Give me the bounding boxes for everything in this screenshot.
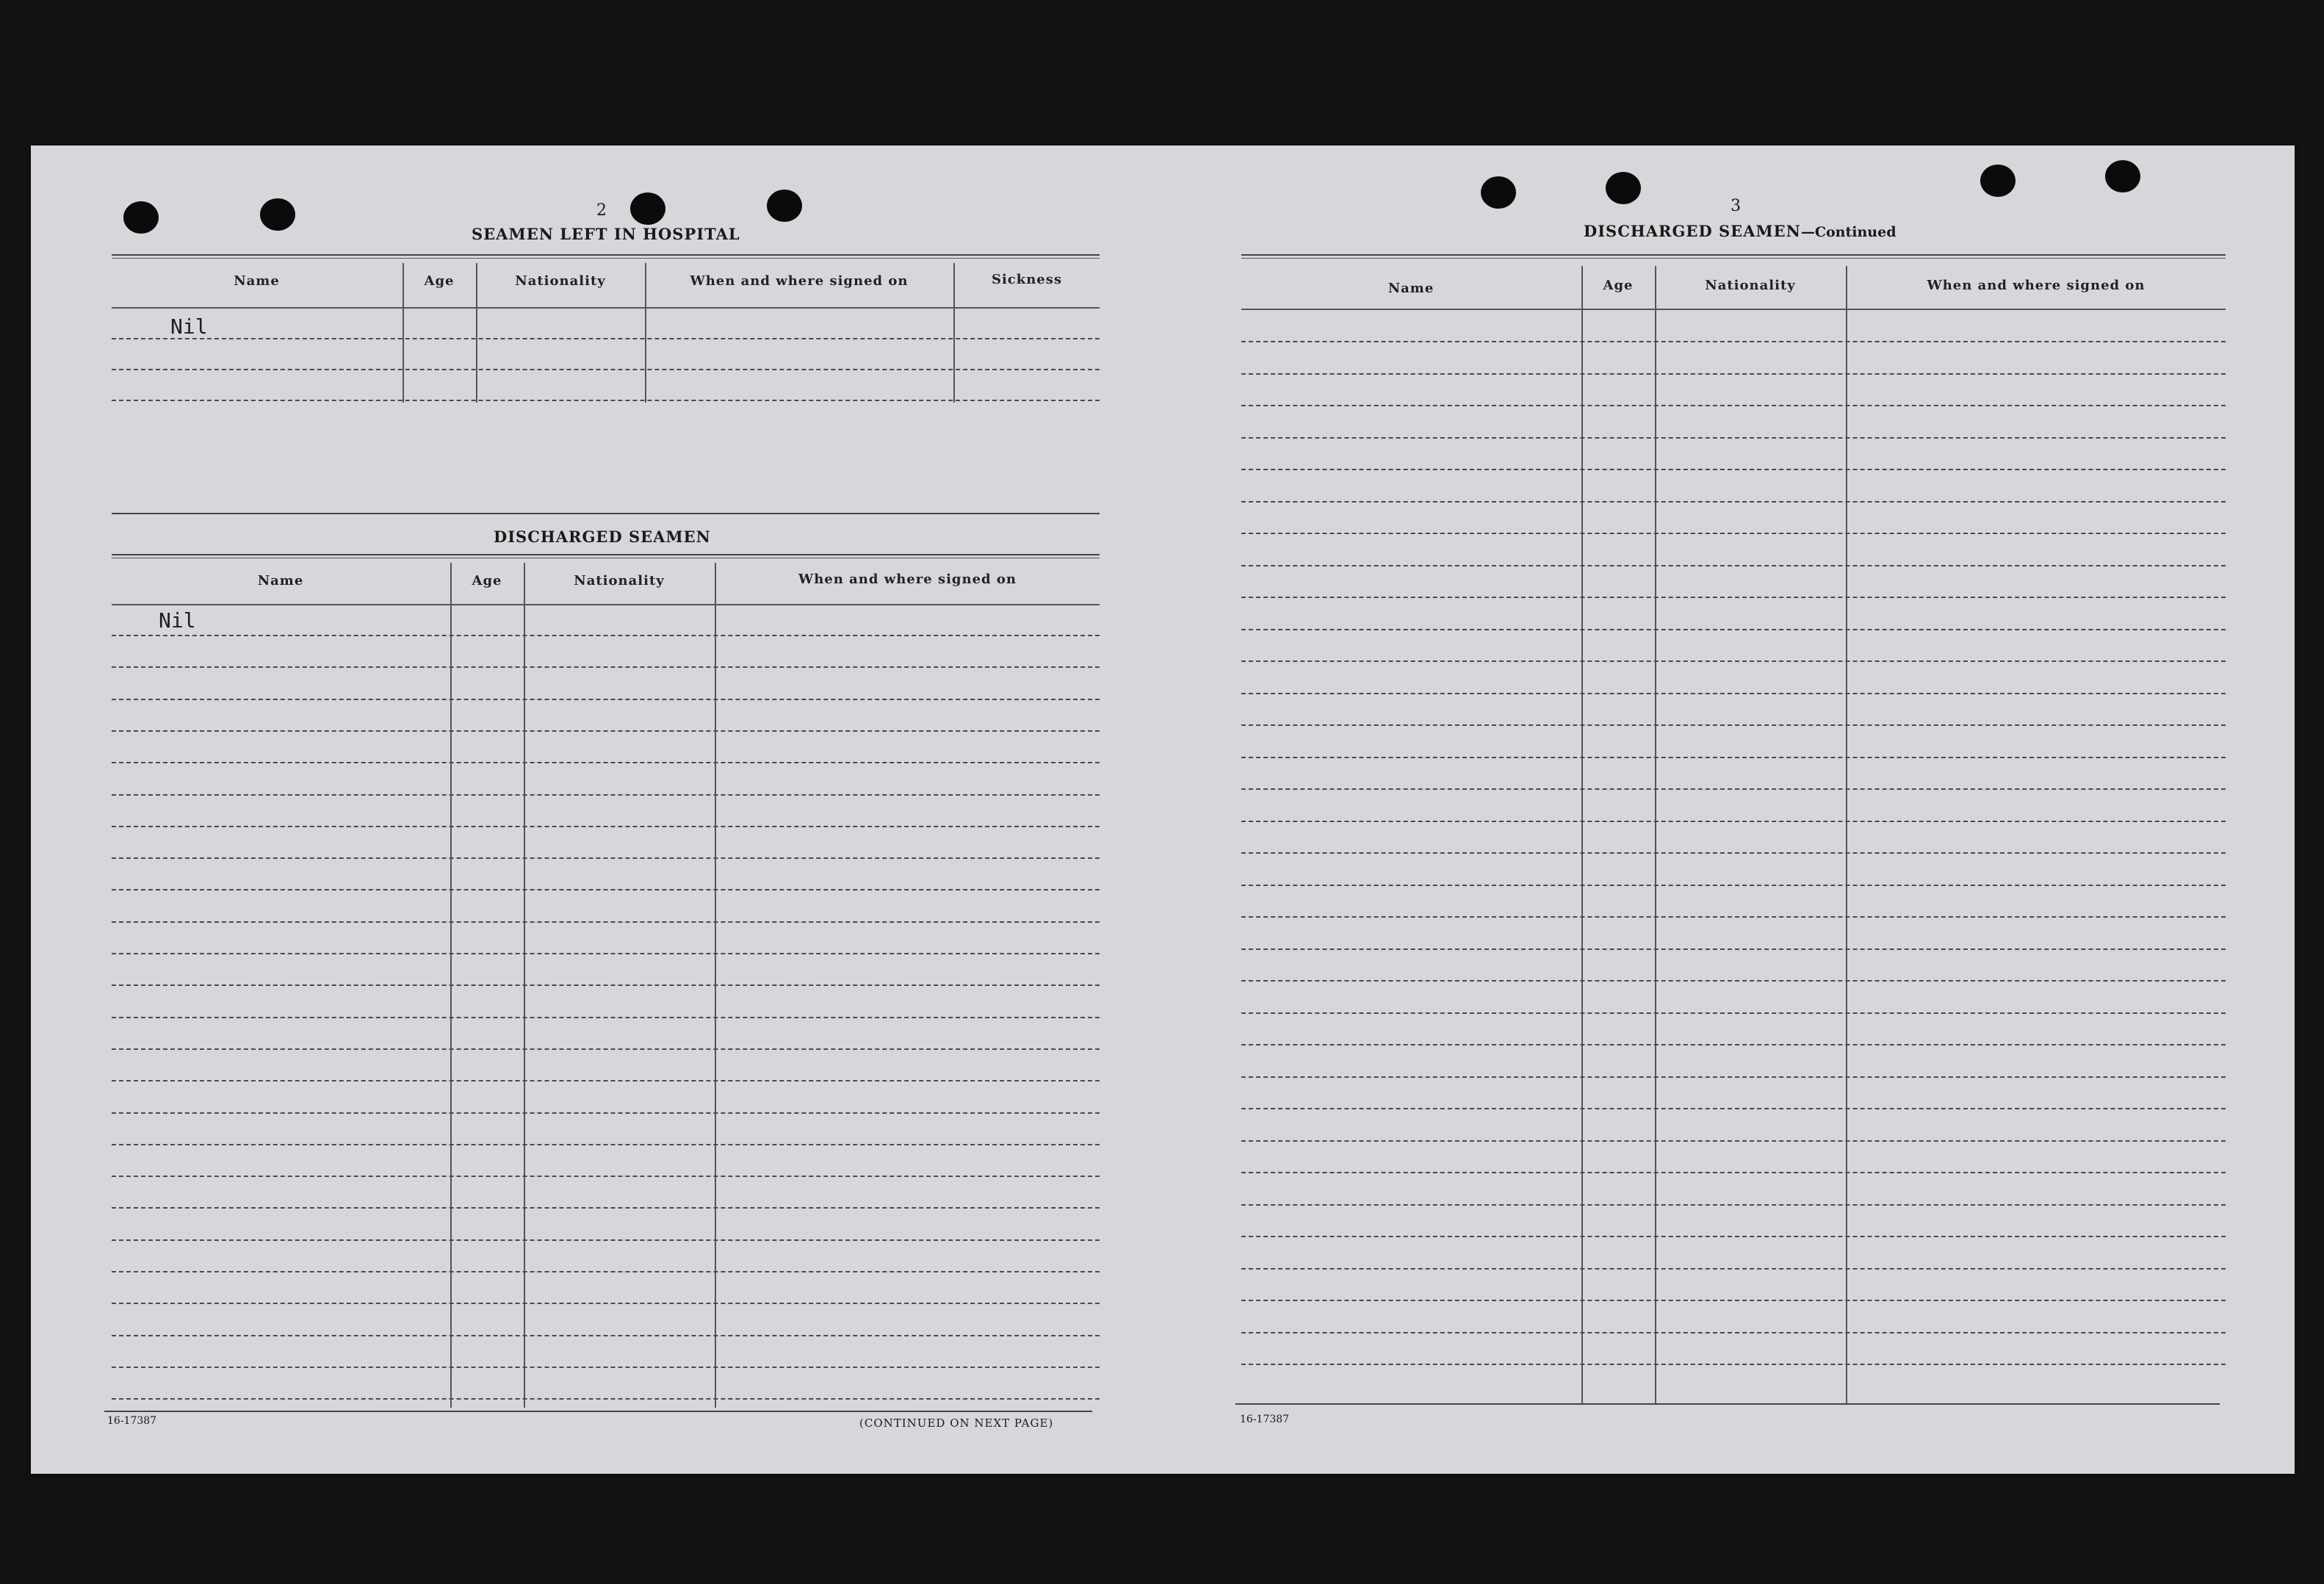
row-line [1241,1364,2226,1365]
row-line [1241,437,2226,439]
manifest-sheet [31,145,2295,1474]
row-line [112,762,1100,763]
row-line [1241,501,2226,503]
row-line [1241,1076,2226,1078]
row-line [1241,821,2226,822]
section-title-discharged: DISCHARGED SEAMEN [494,528,711,546]
column-header-signed-on: When and where signed on [798,572,1017,587]
column-header-sickness: Sickness [991,272,1063,287]
section-title-suffix: —Continued [1800,224,1897,240]
column-header-nationality: Nationality [1705,278,1796,293]
row-line [112,794,1100,796]
row-line [112,1176,1100,1177]
column-header-nationality: Nationality [574,573,665,588]
row-line [1241,373,2226,375]
row-line [1241,469,2226,470]
row-line [1241,629,2226,630]
row-line [112,635,1100,636]
double-rule [112,254,1100,259]
column-header-nationality: Nationality [515,273,606,289]
header-separator [112,307,1100,309]
punch-hole [2105,160,2140,192]
row-line [112,984,1100,986]
row-line [1241,341,2226,342]
row-line [112,1335,1100,1336]
row-line [1241,1172,2226,1173]
row-line [112,1271,1100,1272]
row-line [1241,693,2226,694]
column-divider [403,263,404,403]
row-line [1241,1236,2226,1237]
column-header-age: Age [424,273,455,289]
hospital-table [112,263,1100,403]
row-line [112,1017,1100,1018]
row-line [112,826,1100,827]
discharged-table-left [112,563,1100,1408]
continued-note: (CONTINUED ON NEXT PAGE) [859,1416,1054,1430]
punch-hole [1980,165,2016,197]
column-divider [953,263,955,403]
row-line [1241,1268,2226,1270]
column-header-age: Age [1603,278,1634,293]
row-line [1241,852,2226,854]
double-rule [1241,254,2226,259]
row-line [112,1303,1100,1304]
row-line [1241,788,2226,790]
column-divider [476,263,477,403]
row-line [1241,1108,2226,1109]
column-divider [645,263,646,403]
row-line [1241,533,2226,534]
row-line [1241,1204,2226,1206]
row-line [1241,597,2226,598]
row-line [112,369,1100,370]
row-line [112,921,1100,923]
discharged-table-right [1241,266,2226,1403]
row-line [112,889,1100,890]
table-bottom-rule [104,1411,1092,1412]
row-line [1241,948,2226,950]
column-header-signed-on: When and where signed on [1927,278,2146,293]
header-separator [112,604,1100,605]
row-line [112,666,1100,668]
column-header-signed-on: When and where signed on [690,273,909,289]
double-rule [112,554,1100,558]
row-line [1241,405,2226,406]
section-title-hospital: SEAMEN LEFT IN HOSPITAL [472,225,740,243]
row-line [1241,916,2226,918]
row-line [1241,565,2226,566]
row-line [1241,1012,2226,1014]
row-line [1241,1332,2226,1333]
discharged-entry-name: Nil [159,608,196,633]
row-line [112,1239,1100,1241]
row-line [1241,1300,2226,1301]
row-line [1241,757,2226,758]
punch-hole [1481,176,1516,209]
section-title-discharged-continued [1584,222,1897,240]
table-bottom-rule [112,513,1100,514]
punch-hole [767,190,802,222]
row-line [112,1144,1100,1145]
hospital-entry-name: Nil [170,314,208,339]
column-header-name: Name [257,573,304,588]
row-line [1241,980,2226,982]
row-line [112,1398,1100,1400]
column-header-name: Name [234,273,280,289]
row-line [1241,1140,2226,1142]
page-number-right: 3 [1731,197,1741,215]
form-number-right: 16-17387 [1240,1414,1290,1425]
header-separator [1241,309,2226,310]
row-line [112,730,1100,732]
section-title-text: DISCHARGED SEAMEN [1584,222,1801,240]
column-header-name: Name [1387,281,1435,296]
punch-hole [123,201,159,234]
row-line [112,953,1100,954]
page-number-left: 2 [596,201,607,220]
row-line [112,699,1100,700]
row-line [112,1367,1100,1368]
row-line [112,857,1100,859]
punch-hole [630,192,665,225]
row-line [1241,660,2226,662]
form-number-left: 16-17387 [107,1415,157,1427]
row-line [112,338,1100,339]
column-header-age: Age [472,573,502,588]
row-line [112,400,1100,401]
row-line [112,1080,1100,1081]
row-line [1241,885,2226,886]
punch-hole [260,198,295,231]
punch-hole [1606,172,1641,204]
table-bottom-rule [1235,1403,2220,1405]
row-line [112,1112,1100,1114]
row-line [1241,1044,2226,1045]
row-line [1241,724,2226,726]
row-line [112,1207,1100,1209]
row-line [112,1048,1100,1050]
